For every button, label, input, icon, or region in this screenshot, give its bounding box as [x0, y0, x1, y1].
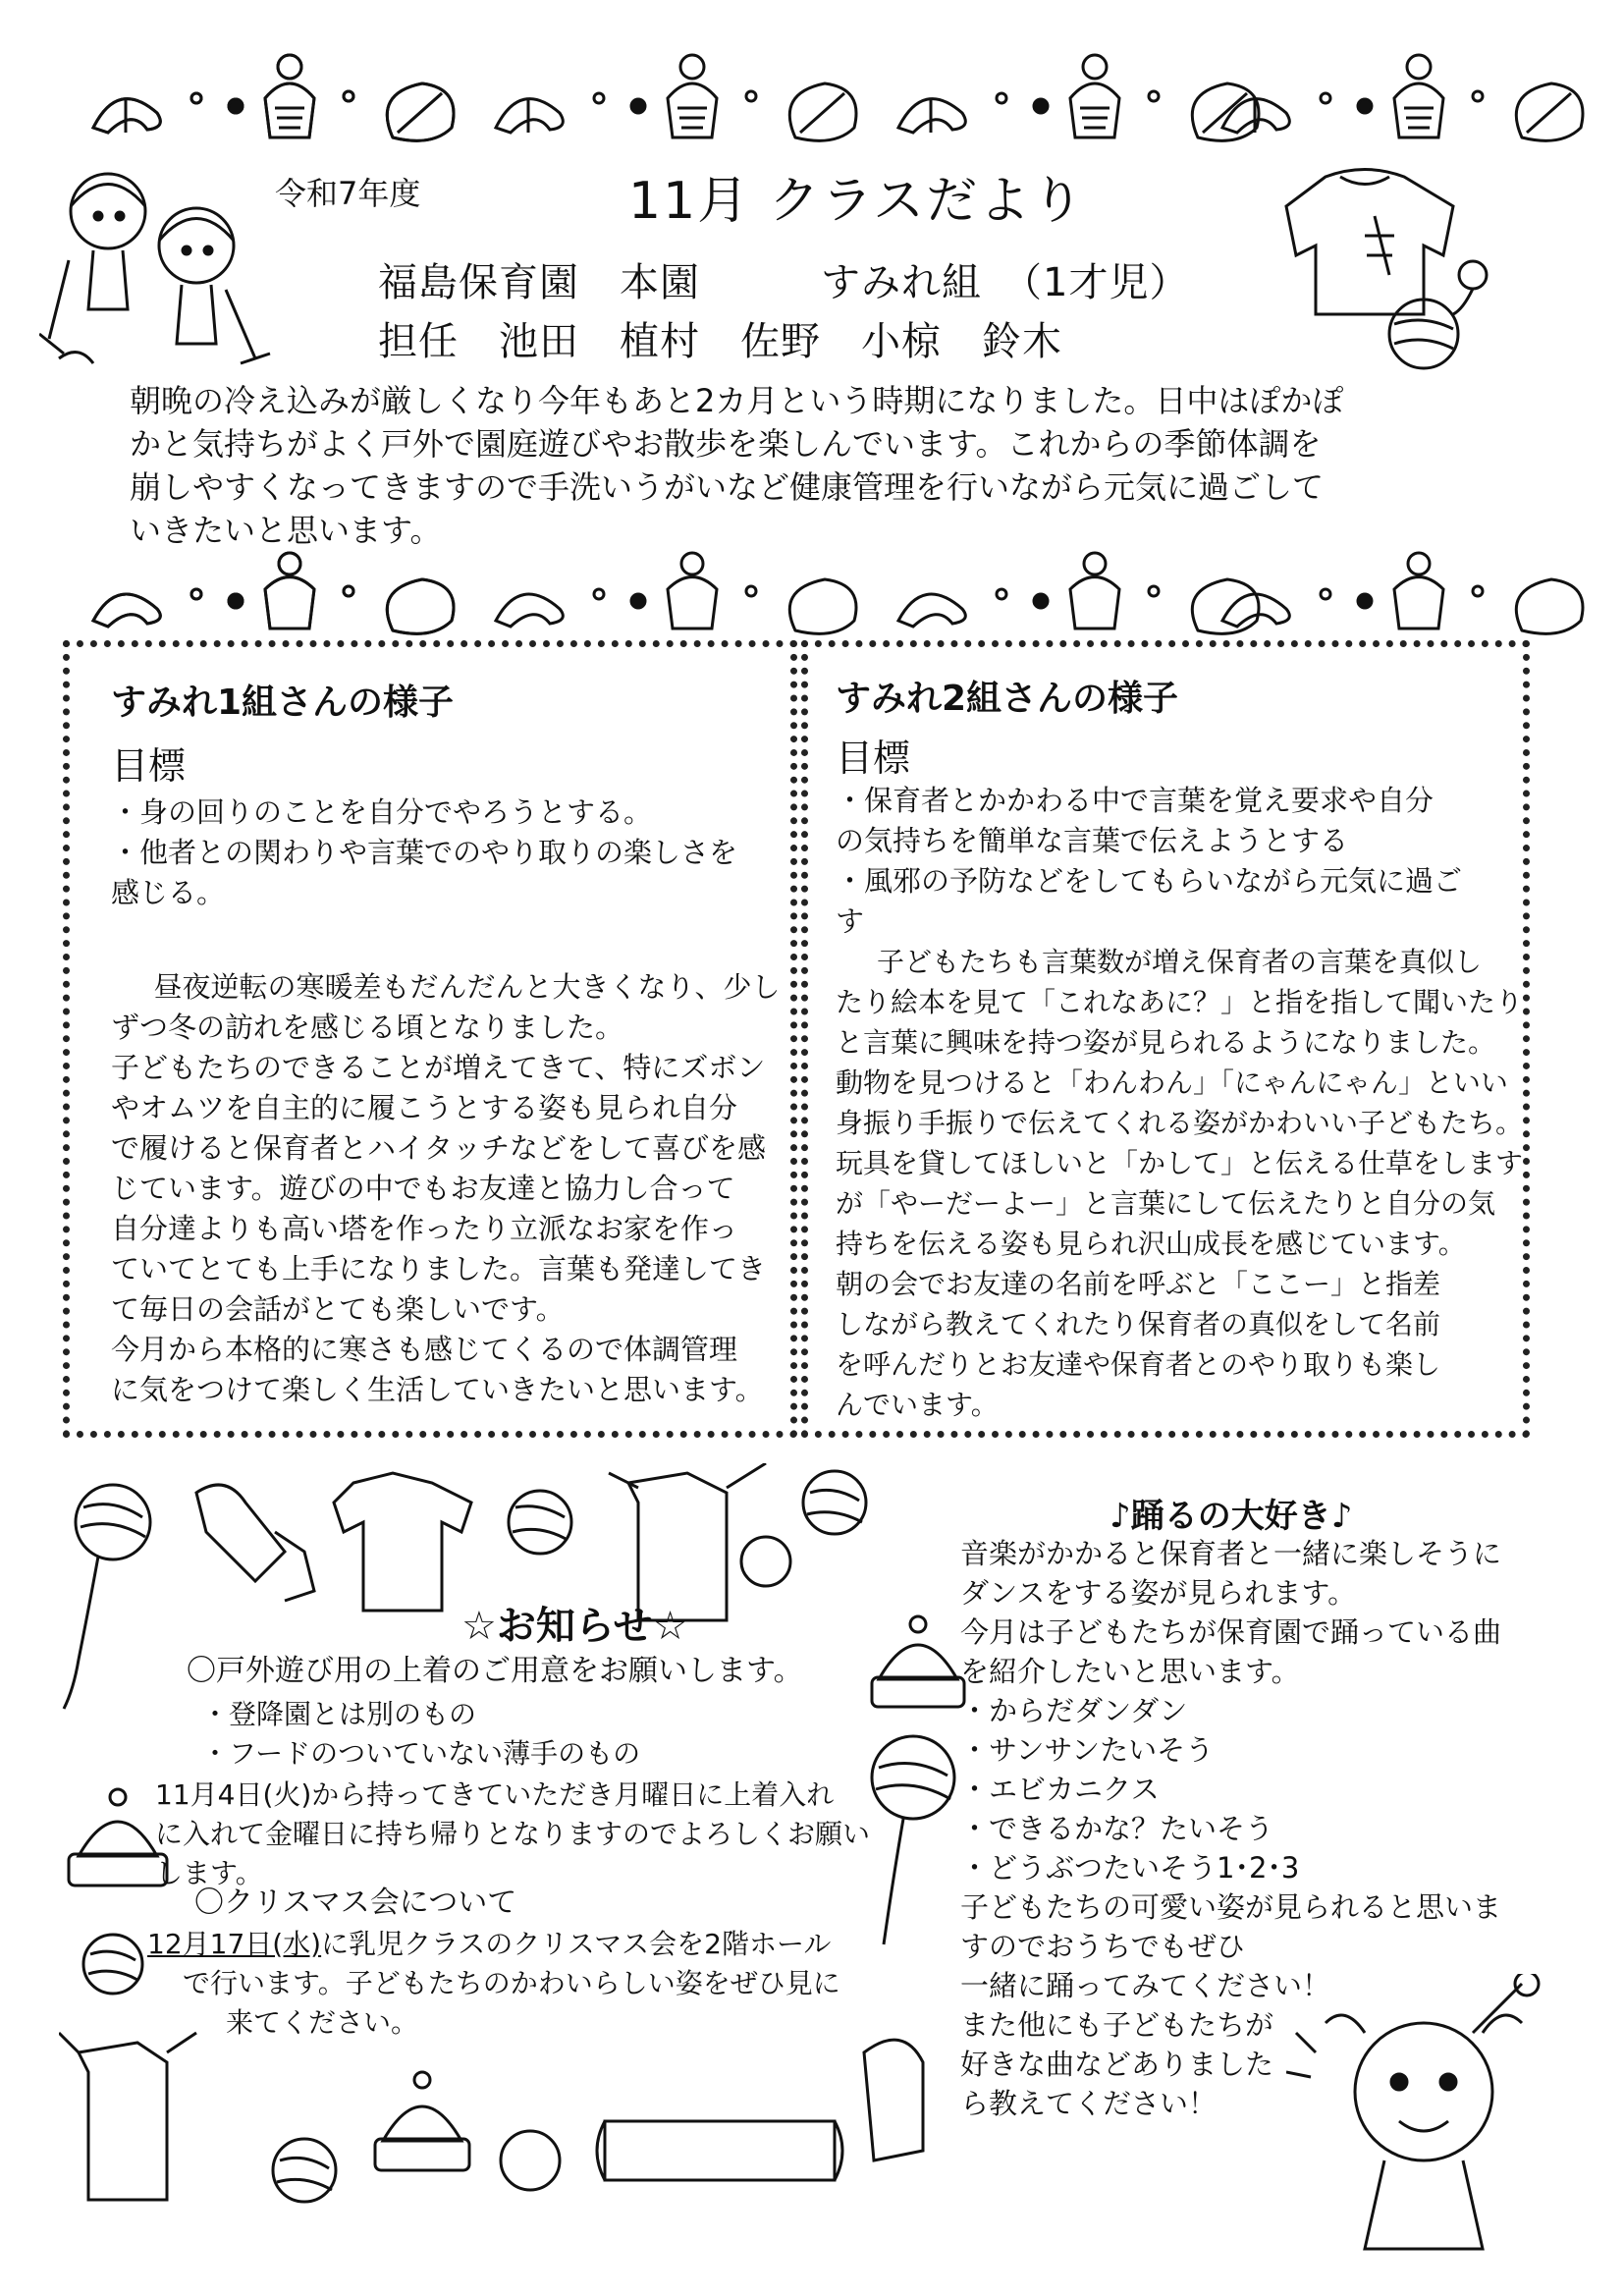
body-line: 動物を見つけると「わんわん」「にゃんにゃん」といい — [836, 1066, 1508, 1099]
class2-goal-label: 目標 — [836, 737, 911, 780]
class1-goals — [111, 793, 779, 913]
winter-clothes-illustration-bottom — [59, 2013, 943, 2239]
page-title: 11月 クラスだより — [628, 172, 1086, 231]
dance-line: 音楽がかかると保育者と一緒に楽しそうに — [960, 1537, 1502, 1570]
dance-title: ♪踊るの大好き♪ — [1110, 1497, 1353, 1536]
notice-line: 11月4日(火)から持ってきていただき月曜日に上着入れ — [155, 1778, 835, 1811]
notice-sub-item: ・登降園とは別のもの — [201, 1698, 477, 1730]
dance-line: ら教えてください！ — [960, 2087, 1218, 2120]
notice-christmas-detail — [147, 1925, 840, 2043]
body-line: て毎日の会話がとても楽しいです。 — [111, 1292, 565, 1326]
goal-item: す — [836, 904, 865, 938]
body-line: が「やーだーよー」と言葉にして伝えたりと自分の気 — [836, 1187, 1496, 1220]
intro-line: かと気持ちがよく戸外で園庭遊びやお散歩を楽しんでいます。これからの季節体調を — [130, 425, 1322, 463]
body-line: ずつ冬の訪れを感じる頃となりました。 — [111, 1011, 624, 1044]
body-line: んでいます。 — [836, 1389, 999, 1421]
intro-line: 朝晩の冷え込みが厳しくなり今年もあと2カ月という時期になりました。日中はぽかぽ — [130, 382, 1344, 419]
song-item: ・できるかな？たいそう — [960, 1812, 1274, 1845]
notice-item-christmas — [194, 1884, 516, 1923]
body-line: 身振り手振りで伝えてくれる姿がかわいい子どもたち。 — [836, 1107, 1524, 1139]
autumn-border-middle — [0, 550, 1624, 638]
body-line: じています。遊びの中でもお友達と協力し合って — [111, 1172, 735, 1205]
dance-line: すのでおうちでもぜひ — [960, 1930, 1245, 1963]
goal-item: 感じる。 — [111, 876, 226, 909]
dance-line: 好きな曲などありました — [960, 2048, 1274, 2081]
teachers-line: 担任 池田 植村 佐野 小椋 鈴木 — [378, 319, 1062, 364]
class2-section — [801, 640, 1530, 1438]
class2-title: すみれ2組さんの様子 — [836, 679, 1179, 719]
body-line: を呼んだりとお友達や保育者とのやり取りも楽し — [836, 1348, 1441, 1381]
body-line: で履けると保育者とハイタッチなどをして喜びを感 — [111, 1131, 767, 1165]
autumn-border-top — [0, 39, 1624, 147]
notice-jacket-detail — [155, 1776, 870, 1893]
body-line: やオムツを自主的に履こうとする姿も見られ自分 — [111, 1091, 738, 1124]
notice-item-heading: 〇クリスマス会について — [194, 1886, 517, 1920]
notice-line-text: に乳児クラスのクリスマス会を2階ホール — [321, 1928, 832, 1960]
goal-item: ・風邪の予防などをしてもらいながら元気に過ご — [836, 864, 1463, 898]
body-line: に気をつけて楽しく生活していきたいと思います。 — [111, 1373, 764, 1406]
christmas-date: 12月17日(水) — [147, 1928, 322, 1960]
song-item: ・サンサンたいそう — [960, 1733, 1215, 1767]
intro-line: いきたいと思います。 — [130, 512, 442, 549]
body-line: しながら教えてくれたり保育者の真似をして名前 — [836, 1308, 1441, 1340]
body-line: と言葉に興味を持つ姿が見られるようになりました。 — [836, 1026, 1496, 1059]
goal-item: ・他者との関わりや言葉でのやり取りの楽しさを — [111, 836, 738, 869]
class1-section — [63, 640, 797, 1438]
body-line: たり絵本を見て「これなあに？」と指を指して聞いたり — [836, 986, 1524, 1018]
dance-line: 一緒に踊ってみてください！ — [960, 1969, 1331, 2002]
goal-item: の気持ちを簡単な言葉で伝えようとする — [836, 824, 1349, 857]
body-line: ていてとても上手になりました。言葉も発達してき — [111, 1252, 767, 1285]
sweater-yarn-illustration — [1267, 167, 1502, 373]
body-line: 昼夜逆転の寒暖差もだんだんと大きくなり、少し — [153, 970, 781, 1004]
body-line: 自分達よりも高い塔を作ったり立派なお家を作っ — [111, 1212, 738, 1245]
dance-line: 子どもたちの可愛い姿が見られると思いま — [960, 1890, 1502, 1924]
fiscal-year: 令和7年度 — [275, 175, 421, 212]
song-item: ・どうぶつたいそう1･2･3 — [960, 1851, 1300, 1885]
body-line: 今月から本格的に寒さも感じてくるので体調管理 — [111, 1333, 738, 1366]
song-item: ・からだダンダン — [960, 1694, 1188, 1727]
dance-body — [960, 1534, 1549, 2123]
dance-line: を紹介したいと思います。 — [960, 1655, 1300, 1688]
body-line: 持ちを伝える姿も見られ沢山成長を感じています。 — [836, 1228, 1466, 1260]
class1-body — [111, 967, 788, 1410]
notice-title: ☆お知らせ☆ — [461, 1604, 688, 1649]
school-class-line: 福島保育園 本園 すみれ組 （1才児） — [378, 260, 1190, 305]
class2-body — [836, 942, 1528, 1425]
notice-sub-list — [201, 1695, 640, 1774]
notice-line: します。 — [155, 1857, 263, 1889]
intro-line: 崩しやすくなってきますので手洗いうがいなど健康管理を行いながら元気に過ごして — [130, 468, 1325, 506]
notice-item-jacket — [187, 1652, 803, 1691]
notice-line — [147, 1925, 840, 1964]
dance-line: ダンスをする姿が見られます。 — [960, 1576, 1357, 1610]
hat-illustration-right — [864, 1611, 972, 1719]
intro-paragraph — [130, 379, 1406, 552]
notice-sub-item: ・フードのついていない薄手のもの — [201, 1737, 641, 1770]
class1-goal-label: 目標 — [111, 744, 187, 788]
notice-line: に入れて金曜日に持ち帰りとなりますのでよろしくお願い — [155, 1818, 871, 1850]
goal-item: ・保育者とかかわる中で言葉を覚え要求や自分 — [836, 784, 1435, 817]
dance-line: 今月は子どもたちが保育園で踊っている曲 — [960, 1615, 1502, 1649]
notice-line: 来てください。 — [226, 2006, 419, 2039]
children-sweeping-illustration — [39, 162, 285, 378]
class1-title: すみれ1組さんの様子 — [111, 683, 455, 723]
body-line: 玩具を貸してほしいと「かして」と伝える仕草をします — [836, 1147, 1524, 1179]
class2-goals — [836, 781, 1523, 942]
goal-item: ・身の回りのことを自分でやろうとする。 — [111, 795, 653, 829]
notice-item-heading: 〇戸外遊び用の上着のご用意をお願いします。 — [187, 1654, 803, 1688]
song-item: ・エビカニクス — [960, 1773, 1160, 1806]
body-line: 朝の会でお友達の名前を呼ぶと「ここー」と指差 — [836, 1268, 1441, 1300]
body-line: 子どもたちのできることが増えてきて、特にズボン — [111, 1051, 766, 1084]
yarn-ball-right — [854, 1728, 972, 1954]
dance-line: また他にも子どもたちが — [960, 2008, 1274, 2042]
notice-line: で行います。子どもたちのかわいらしい姿をぜひ見に — [183, 1967, 840, 1999]
body-line: 子どもたちも言葉数が増え保育者の言葉を真似し — [877, 946, 1483, 978]
